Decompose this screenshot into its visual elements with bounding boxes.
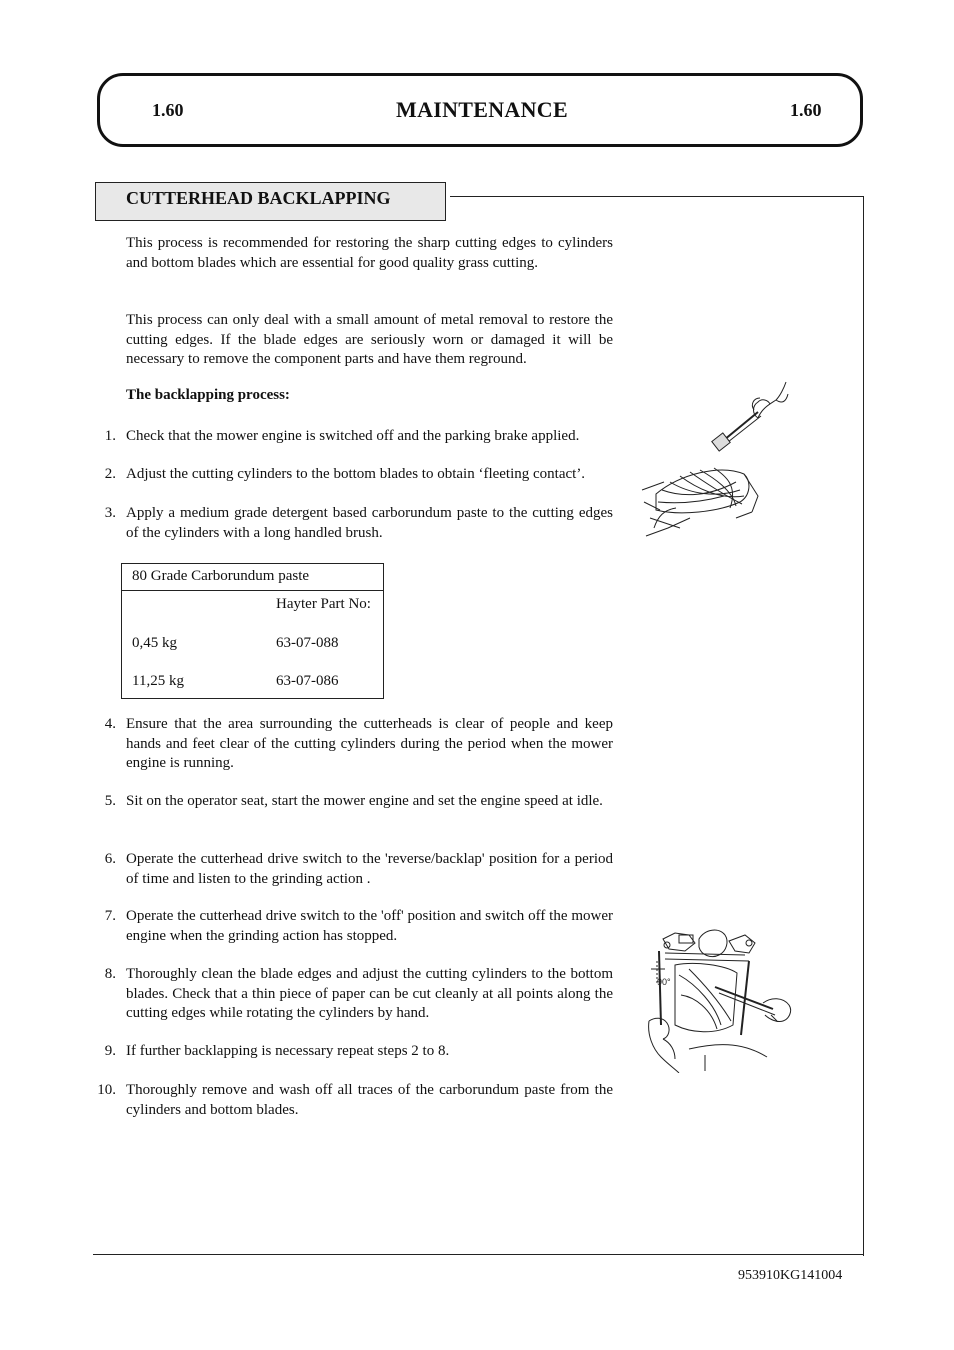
step-text: Adjust the cutting cylinders to the bottom blades to obtain ‘fleeting contact’. xyxy=(126,466,586,482)
step-number: 5. xyxy=(104,793,116,809)
step-number: 1. xyxy=(104,428,116,444)
table-divider xyxy=(122,590,383,591)
table-column-header: Hayter Part No: xyxy=(276,596,371,612)
step-text: Operate the cutterhead drive switch to the 'off' position and switch off the mower engine when the grinding action has stopped. xyxy=(126,908,613,944)
step-number: 9. xyxy=(104,1043,116,1059)
step-text: Apply a medium grade detergent based carborundum paste to the cutting edges of the cylinders with a long handled brush. xyxy=(126,505,613,541)
step-item xyxy=(90,504,613,543)
step-item xyxy=(90,792,613,812)
document-code: 953910KG141004 xyxy=(738,1268,843,1283)
step-text: Operate the cutterhead drive switch to the 'reverse/backlap' position for a period of time and listen to the grinding action . xyxy=(126,851,613,887)
step-item xyxy=(90,1042,613,1062)
step-item xyxy=(90,715,613,774)
table-cell-part-no: 63-07-086 xyxy=(276,673,339,689)
process-heading: The backlapping process: xyxy=(126,387,290,403)
table-cell-size: 11,25 kg xyxy=(132,673,184,689)
step-number: 7. xyxy=(104,908,116,924)
angle-label: 90° xyxy=(657,977,671,987)
step-number: 8. xyxy=(104,966,116,982)
step-text: Thoroughly clean the blade edges and adjust the cutting cylinders to the bottom blades. Check that a thin piece of paper can be cut cleanly at all points along the cutting edges while rotating the cylinders by hand. xyxy=(126,966,613,1021)
step-item xyxy=(90,427,613,447)
step-text: If further backlapping is necessary repeat steps 2 to 8. xyxy=(126,1043,450,1059)
page-number-left: 1.60 xyxy=(152,100,184,120)
intro-paragraph-1: This process is recommended for restoring the sharp cutting edges to cylinders and bottom blades which are essential for good quality grass cutting. xyxy=(126,235,613,271)
paper-cut-test-illustration xyxy=(645,925,795,1073)
step-text: Ensure that the area surrounding the cutterheads is clear of people and keep hands and feet clear of the cutting cylinders during the period when the mower engine is running. xyxy=(126,716,613,771)
step-item xyxy=(90,907,613,946)
frame-top-rule xyxy=(450,196,864,197)
intro-paragraph-2: This process can only deal with a small amount of metal removal to restore the cutting edges. If the blade edges are seriously worn or damaged it will be necessary to remove the component parts and have them reground. xyxy=(126,312,613,367)
page-number-right: 1.60 xyxy=(790,100,822,120)
step-item xyxy=(90,465,613,485)
step-number: 10. xyxy=(97,1082,116,1098)
table-cell-part-no: 63-07-088 xyxy=(276,635,339,651)
step-number: 4. xyxy=(104,716,116,732)
step-text: Sit on the operator seat, start the mower engine and set the engine speed at idle. xyxy=(126,793,603,809)
step-item xyxy=(90,850,613,889)
step-number: 6. xyxy=(104,851,116,867)
brush-applying-paste-illustration xyxy=(640,378,795,540)
table-cell-size: 0,45 kg xyxy=(132,635,177,651)
step-item xyxy=(90,1081,613,1120)
step-text: Thoroughly remove and wash off all traces of the carborundum paste from the cylinders and bottom blades. xyxy=(126,1082,613,1118)
step-text: Check that the mower engine is switched off and the parking brake applied. xyxy=(126,428,580,444)
frame-bottom-rule xyxy=(93,1254,864,1255)
step-number: 2. xyxy=(104,466,116,482)
page-title: MAINTENANCE xyxy=(396,97,568,122)
table-title: 80 Grade Carborundum paste xyxy=(132,568,310,584)
section-title: CUTTERHEAD BACKLAPPING xyxy=(126,188,391,208)
frame-right-rule xyxy=(863,196,864,1256)
step-number: 3. xyxy=(104,505,116,521)
step-item xyxy=(90,965,613,1024)
carborundum-paste-table xyxy=(121,563,384,699)
